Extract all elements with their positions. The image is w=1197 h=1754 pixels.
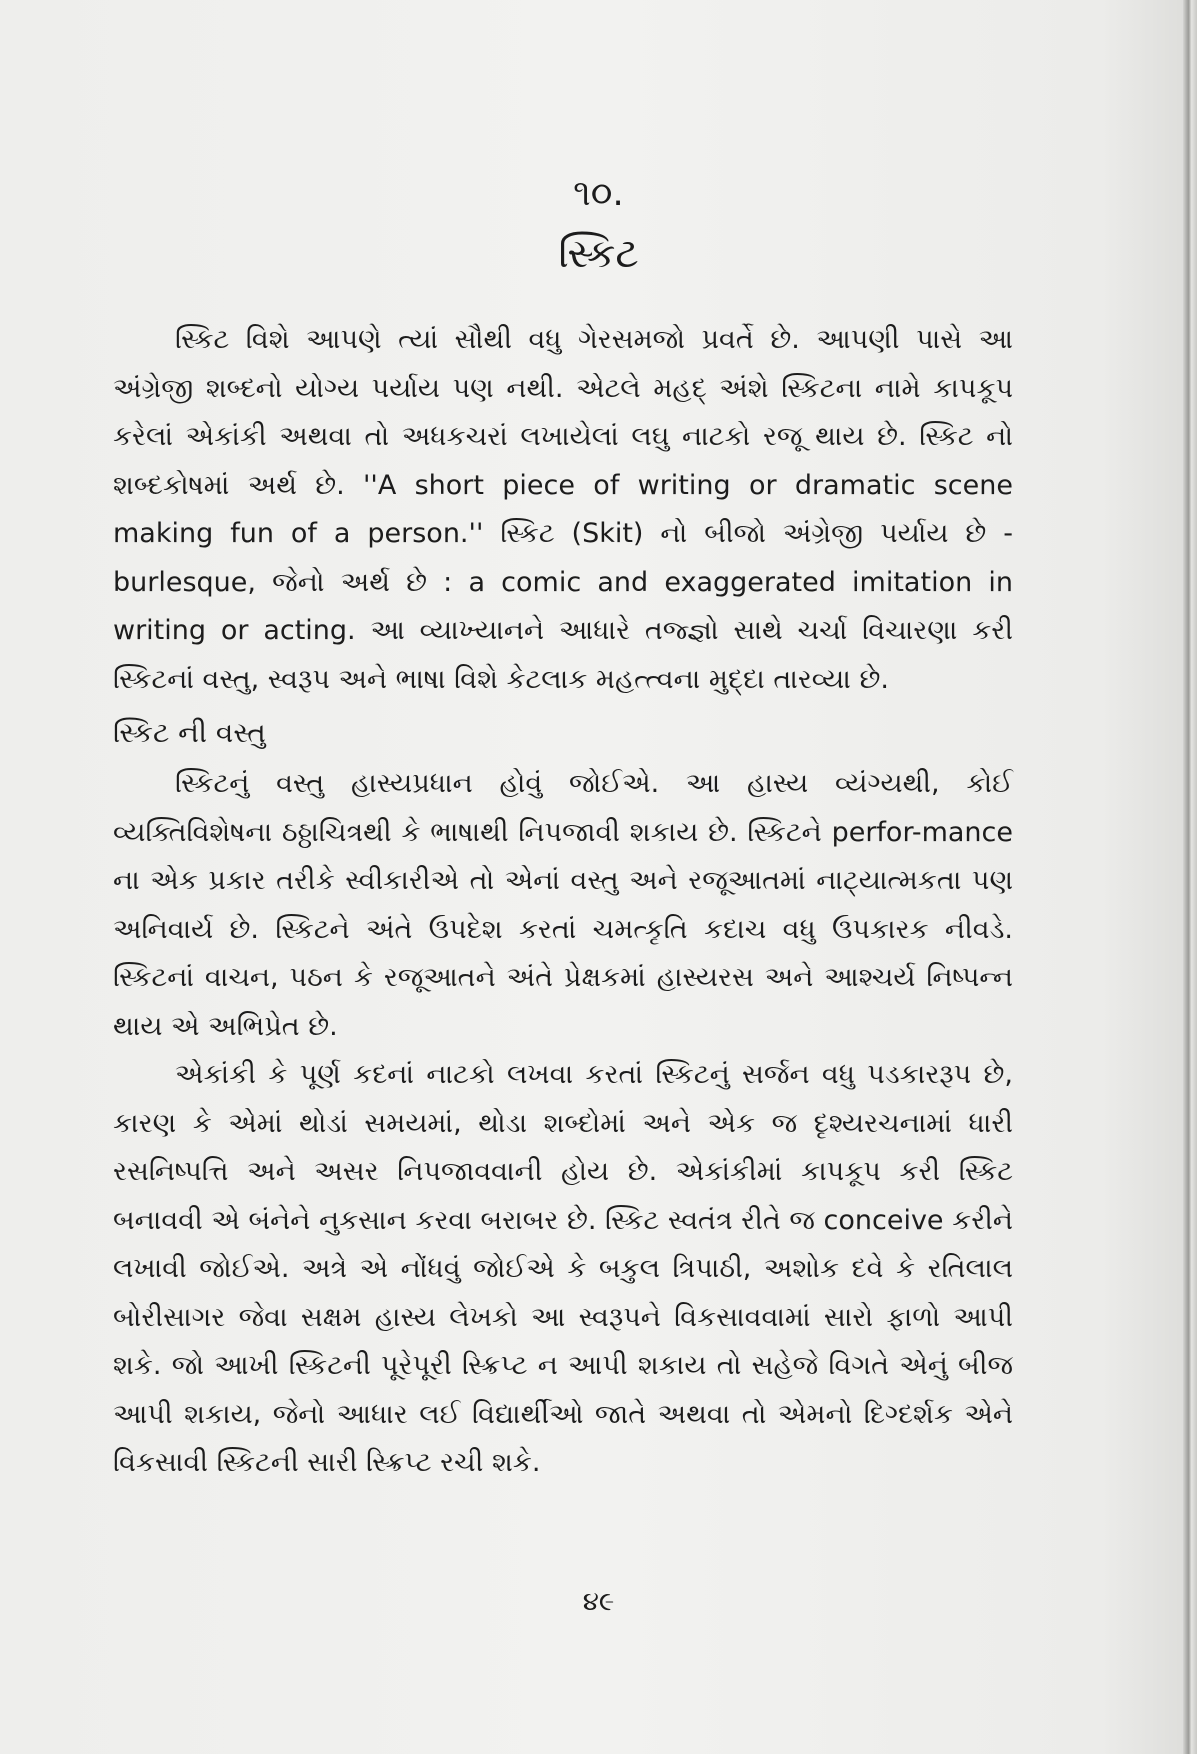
- page-number: ૪૯: [582, 1587, 615, 1617]
- vastu-paragraph: સ્કિટનું વસ્તુ હાસ્યપ્રધાન હોવું જોઈએ. આ હાસ્ય વ્યંગ્યથી, કોઈ વ્યક્તિવિશેષના ઠઠ્ઠાચિત્રથી કે ભાષાથી નિપજાવી શકાય છે. સ્કિટને perfor-mance ના એક પ્રકાર તરીકે સ્વીકારીએ તો એનાં વસ્તુ અને રજૂઆતમાં નાટ્યાત્મકતા પણ અનિવાર્ય છે. સ્કિટને અંતે ઉપદેશ કરતાં ચમત્કૃતિ કદાચ વધુ ઉપકારક નીવડે. સ્કિટનાં વાચન, પઠન કે રજૂઆતને અંતે પ્રેક્ષકમાં હાસ્યરસ અને આશ્ચર્ય નિષ્પન્ન થાય એ અભિપ્રેત છે.: [113, 768, 1013, 1042]
- page-edge: [1183, 0, 1197, 1754]
- intro-paragraph: સ્કિટ વિશે આપણે ત્યાં સૌથી વધુ ગેરસમજો પ્રવર્તે છે. આપણી પાસે આ અંગ્રેજી શબ્દનો યોગ્ય પર્યાય પણ નથી. એટલે મહદ્ અંશે સ્કિટના નામે કાપકૂપ કરેલાં એકાંકી અથવા તો અધકચરાં લખાયેલાં લઘુ નાટકો રજૂ થાય છે. સ્કિટ નો શબ્દકોષમાં અર્થ છે. ''A short piece of writing or dramatic scene making fun of a person.'' સ્કિટ (Skit) નો બીજો અંગ્રેજી પર્યાય છે - burlesque, જેનો અર્થ છે : a comic and exaggerated imitation in writing or acting. આ વ્યાખ્યાનને આધારે તજ્જ્ઞો સાથે ચર્ચા વિચારણા કરી સ્કિટનાં વસ્તુ, સ્વરૂપ અને ભાષા વિશે કેટલાક મહત્ત્વના મુદ્દા તારવ્યા છે.: [113, 324, 1013, 695]
- chapter-number: ૧૦.: [573, 173, 624, 214]
- section-heading: સ્કિટ ની વસ્તુ: [113, 716, 266, 749]
- chapter-title: સ્કિટ: [558, 231, 639, 277]
- sarjan-paragraph: એકાંકી કે પૂર્ણ કદનાં નાટકો લખવા કરતાં સ્કિટનું સર્જન વધુ પડકારરૂપ છે, કારણ કે એમાં થોડાં સમયમાં, થોડા શબ્દોમાં અને એક જ દૃશ્યરચનામાં ધારી રસનિષ્પત્તિ અને અસર નિપજાવવાની હોય છે. એકાંકીમાં કાપકૂપ કરી સ્કિટ બનાવવી એ બંનેને નુકસાન કરવા બરાબર છે. સ્કિટ સ્વતંત્ર રીતે જ conceive કરીને લખાવી જોઈએ. અત્રે એ નોંધવું જોઈએ કે બકુલ ત્રિપાઠી, અશોક દવે કે રતિલાલ બોરીસાગર જેવા સક્ષમ હાસ્ય લેખકો આ સ્વરૂપને વિકસાવવામાં સારો ફાળો આપી શકે. જો આખી સ્કિટની પૂરેપૂરી સ્ક્રિપ્ટ ન આપી શકાય તો સહેજે વિગતે એનું બીજ આપી શકાય, જેનો આધાર લઈ વિદ્યાર્થીઓ જાતે અથવા તો એમનો દિગ્દર્શક એને વિકસાવી સ્કિટની સારી સ્ક્રિપ્ટ રચી શકે.: [113, 1059, 1013, 1478]
- body-text: [113, 316, 1013, 1488]
